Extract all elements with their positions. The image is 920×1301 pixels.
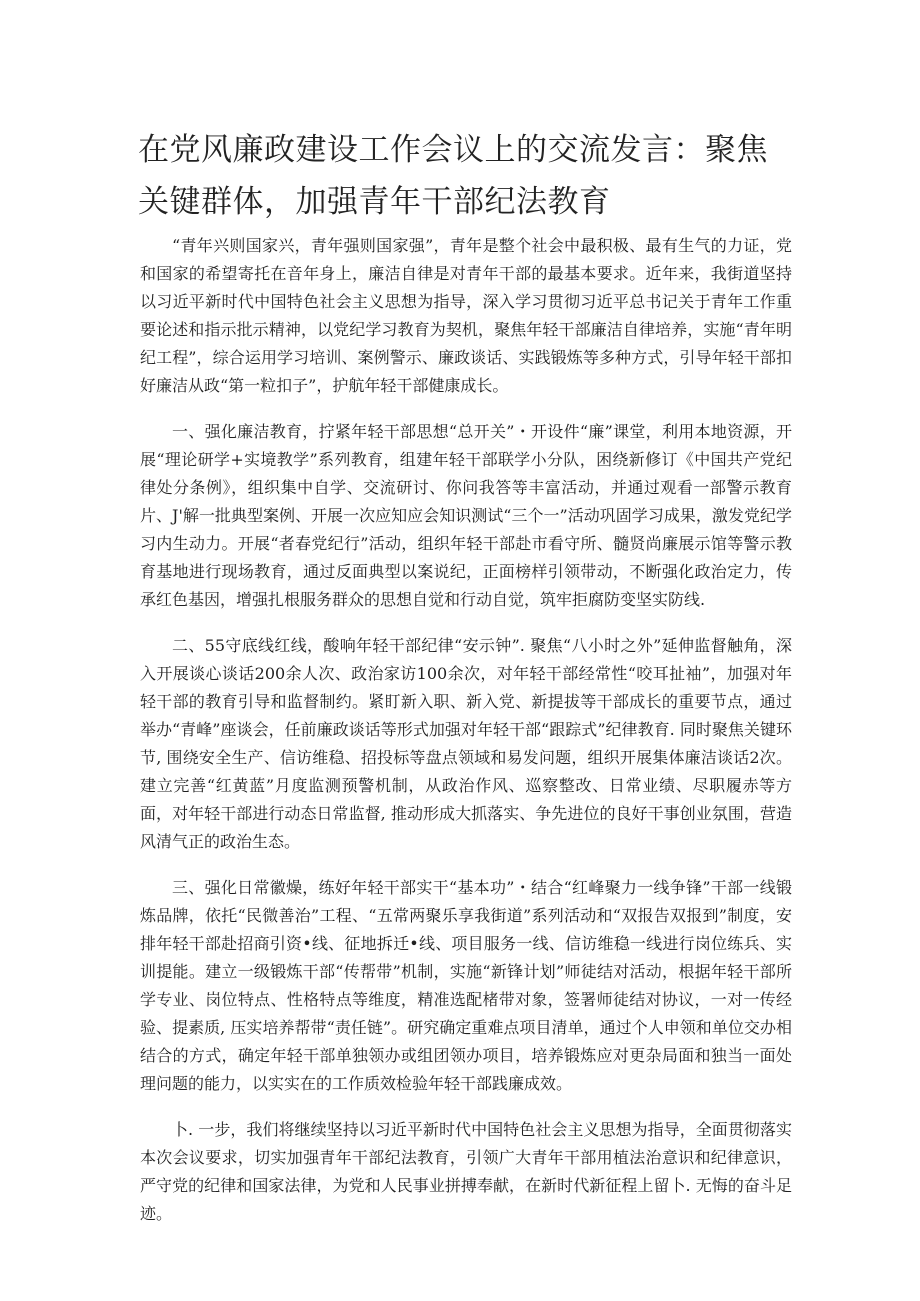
document-title: 在党风廉政建设工作会议上的交流发言：聚焦关键群体，加强青年干部纪法教育 [138,132,768,220]
paragraph-intro: “青年兴则国家兴，青年强则国家强”，青年是整个社会中最积极、最有生气的力证，党和国家的希望寄托在音年身上，廉洁自律是对青年干部的最基本要求。近年来，我街道坚持以习近平新时代中国特色社会主义思想为指导，深入学习贯彻习近平总书记关于青年工作重要论述和指示批示精神，以党纪学习教育为契机，聚焦年轻干部廉洁自律培养，实施“青年明纪工程”，综合运用学习培训、案例警示、廉政谈话、实践锻炼等多种方式，引导年轻干部扣好廉洁从政“第一粒扣子”，护航年轻干部健康成长。 [140,236,792,395]
paragraph-section-2: 二、55守底线红线，酸响年轻干部纪律“安示钟”. 聚焦“八小时之外”延伸监督触角，深入开展谈心谈话200余人次、政治家访100余次，对年轻干部经常性“咬耳扯袖”，加强对年轻干部的教育引导和监督制约。紧盯新入职、新入党、新提拔等干部成长的重要节点，通过举办“青峰”座谈会，任前廉政谈话等形式加强对年轻干部“跟踪式”纪律教育. 同时聚焦关键环节, 围绕安全生产、信访维稳、招投标等盘点领域和易发问题，组织开展集体廉洁谈话2次。建立完善“红黄蓝”月度监测预警机制，从政治作风、巡察整改、日常业绩、尽职履赤等方面，对年轻干部进行动态日常监督, 推动形成大抓落实、争先进位的良好干事创业氛围，营造风清气正的政治生态。 [140,636,792,851]
paragraph-section-1: 一、强化廉洁教育，拧紧年轻干部思想“总开关”・开设件“廉”课堂，利用本地资源，开展“理论研学+实境教学”系列教育，组建年轻干部联学小分队，困绕新修订《中国共产党纪律处分条例》，组织集中自学、交流研讨、你问我答等丰富活动，并通过观看一部警示教育片、J'解一批典型案例、开展一次应知应会知识测试“三个一”活动巩固学习成果，激发党纪学习内生动力。开展“者春党纪行”活动，组织年轻干部赴市看守所、髓贤尚廉展示馆等警示教育基地进行现场教育，通过反面典型以案说纪，正面榜样引领带动，不断强化政治定力，传承红色基因，增强扎根服务群众的思想自觉和行动自觉，筑牢拒腐防变坚实防线. [140,422,792,609]
paragraph-section-3: 三、强化日常徽燥，练好年轻干部实干“基本功”・结合“红峰聚力一线争锋”干部一线锻炼品牌，依托“民微善治”工程、“五常两聚乐享我街道”系列活动和“双报告双报到”制度，安排年轻干部赴招商引资•线、征地拆迁•线、项目服务一线、信访维稳一线进行岗位练兵、实训提能。建立一级锻炼干部“传帮带”机制，实施“新锋计划”师徒结对活动，根据年轻干部所学专业、岗位特点、性格特点等维度，精准选配楮带对象，签署师徒结对协议，一对一传经验、提素质, 压实培养帮带“责任链”。研究确定重难点项目清单，通过个人申领和单位交办相结合的方式，确定年轻干部单独领办或组团领办项目，培养锻炼应对更杂局面和独当一面处理问题的能力，以实实在的工作质效检验年轻干部践廉成效。 [140,878,792,1093]
document-body [140,232,792,1246]
paragraph-conclusion: 卜. 一步，我们将继续坚持以习近平新时代中国特色社会主义思想为指导，全面贯彻落实本次会议要求，切实加强青年干部纪法教育，引领广大青年干部用植法治意识和纪律意识，严守党的纪律和国家法律，为党和人民事业拼搏奉献，在新时代新征程上留卜. 无悔的奋斗足迹。 [140,1120,792,1223]
